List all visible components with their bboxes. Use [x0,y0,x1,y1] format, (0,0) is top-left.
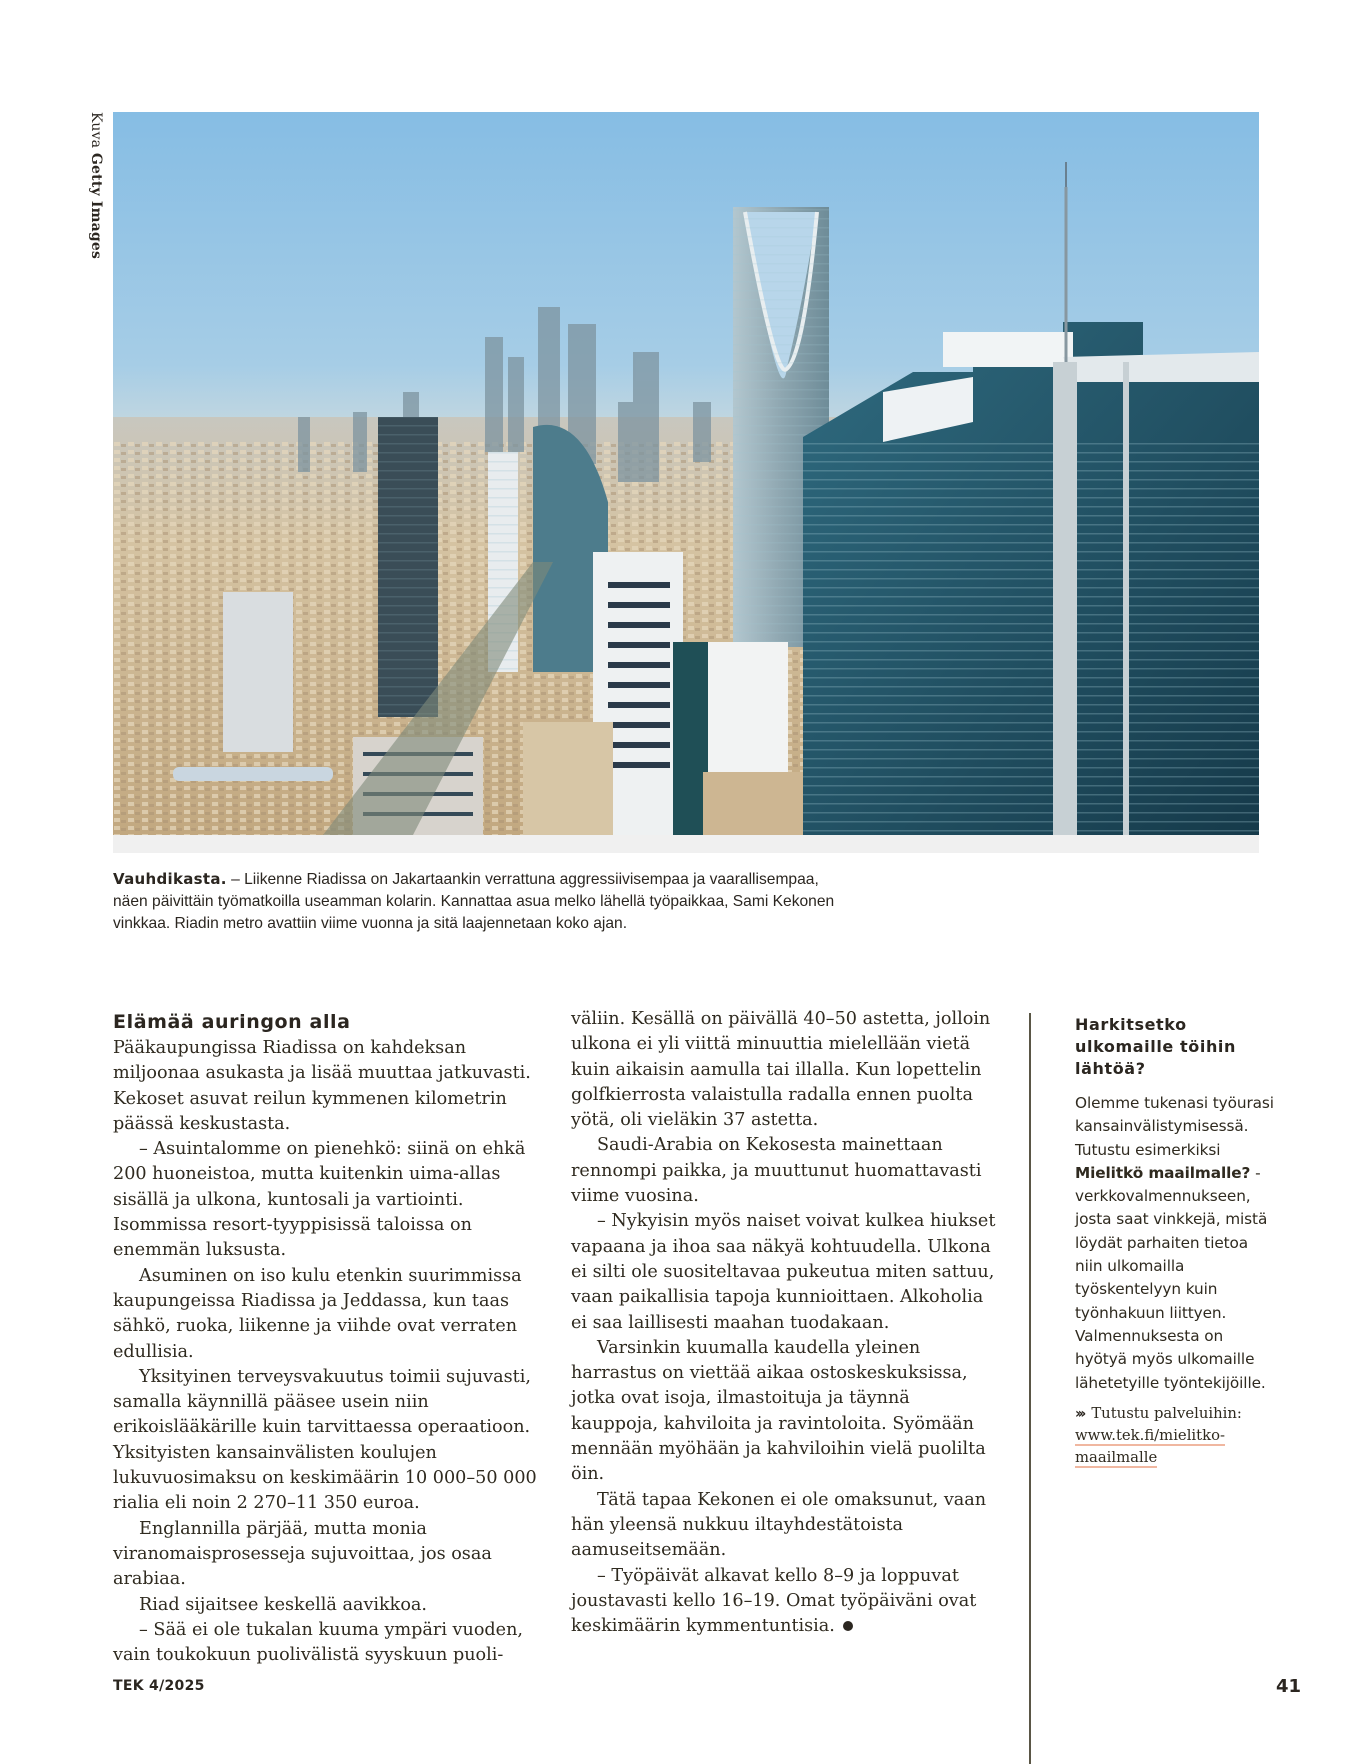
issue-label: TEK 4/2025 [113,1678,205,1694]
sidebar-body-text-2: -verkkovalmennukseen, josta saat vinkkejä, mistä löydät parhaiten tietoa niin ulkomailla työskentelyyn kuin työnhakuun liittyen. Valmennuksesta on hyötyä myös ulkomaille lähetetyille työntekijöille. [1075,1163,1268,1392]
article-paragraph: – Asuintalomme on pienehkö: siinä on ehkä 200 huoneistoa, mutta kuitenkin uima-allas sisällä ja ulkona, kuntosali ja vartiointi. Isommissa resort-tyyppisissä taloissa on enemmän luksusta. [113,1139,526,1261]
article-paragraph: Yksityinen terveysvakuutus toimii sujuvasti, samalla käynnillä pääsee usein niin erikoislääkärille kuin tarvittaessa operaatioon. Yksityisten kansainvälisten koulujen lukuvuosimaksu on keskimäärin 10 000–50 000 rialia eli noin 2 270–11 350 euroa. [113,1366,537,1514]
photo-caption [113,868,853,935]
photo-credit [88,112,104,259]
page-number: 41 [1275,1676,1301,1697]
article-column-2 [571,1007,1001,1639]
article-column-1 [113,1010,543,1668]
photo-frame [113,112,1259,853]
sidebar-link-block [1075,1403,1275,1469]
article-paragraph: Pääkaupungissa Riadissa on kahdeksan miljoonaa asukasta ja lisää muuttaa jatkuvasti. Kekoset asuvat reilun kymmenen kilometrin päässä keskustasta. [113,1038,531,1134]
photo-credit-prefix: Kuva [88,112,104,149]
article-paragraph: – Sää ei ole tukalan kuuma ympäri vuoden, vain toukokuun puolivälistä syyskuun puoli- [113,1619,524,1666]
article-last-text: – Työpäivät alkavat kello 8–9 ja loppuvat joustavasti kello 16–19. Omat työpäiväni ovat keskimäärin kymmentuntisia. [571,1565,977,1637]
sidebar-title: Harkitsetko ulkomaille töihin lähtöä? [1075,1015,1237,1078]
triple-chevron-right-icon: ››› [1075,1405,1084,1422]
sidebar-body-text: Olemme tukenasi työurasi kansainvälistymisessä. Tutustu esimerkiksi [1075,1094,1274,1159]
sidebar-link-url[interactable]: www.tek.fi/mielitko-maailmalle [1075,1426,1225,1466]
sidebar-body [1075,1092,1275,1395]
article-paragraph: Englannilla pärjää, mutta monia viranomaisprosesseja sujuvoittaa, jos osaa arabiaa. [113,1518,492,1590]
article-paragraph: Tätä tapaa Kekonen ei ole omaksunut, vaan hän yleensä nukkuu iltayhdestätoista aamuseitsemään. [571,1489,987,1561]
sidebar-course-name: Mielitkö maailmalle? [1075,1163,1251,1182]
sidebar-link-label: Tutustu palveluihin: [1091,1404,1242,1422]
article-paragraph: – Nykyisin myös naiset voivat kulkea hiukset vapaana ja ihoa saa näkyä kohtuudella. Ulkona ei silti ole suositeltavaa pukeutua miten sattuu, vaan paikallisia tapoja kunnioittaen. Alkoholia ei saa laillisesti maahan tuodakaan. [571,1211,996,1333]
article-paragraph-last [571,1564,1001,1640]
article-paragraph: Asuminen on iso kulu etenkin suurimmissa kaupungeissa Riadissa ja Jeddassa, kun taas sähkö, ruoka, liikenne ja viihde ovat verraten edullisia. [113,1265,522,1362]
article-paragraph: väliin. Kesällä on päivällä 40–50 astetta, jolloin ulkona ei yli viittä minuuttia mielellään vietä kuin aikaisin aamulla tai illalla. Kun lopettelin golfkierrosta valaistulla radalla ennen puolta yötä, oli vieläkin 37 astetta. [571,1009,991,1131]
end-of-article-dot-icon [843,1621,853,1631]
sidebar-divider [1029,1013,1031,1764]
sidebar-box [1075,1014,1275,1469]
section-heading: Elämää auringon alla [113,1011,351,1033]
caption-lead: Vauhdikasta. [113,870,227,888]
caption-text: – Liikenne Riadissa on Jakartaankin verrattuna aggressiivisempaa ja vaarallisempaa, näen päivittäin työmatkoilla useamman kolarin. Kannattaa asua melko lähellä työpaikkaa, Sami Kekonen vinkkaa. Riadin metro avattiin viime vuonna ja sitä laajennetaan koko ajan. [113,871,835,932]
photo-credit-name: Getty Images [88,152,104,260]
article-paragraph: Varsinkin kuumalla kaudella yleinen harrastus on viettää aikaa ostoskeskuksissa, jotka ovat isoja, ilmastoituja ja täynnä kauppoja, kahviloita ja ravintoloita. Syömään mennään myöhään ja kahviloihin vielä puolilta öin. [571,1337,986,1485]
article-paragraph: Riad sijaitsee keskellä aavikkoa. [139,1594,428,1615]
article-paragraph: Saudi-Arabia on Kekosesta mainettaan rennompi paikka, ja muuttunut huomattavasti viime vuosina. [571,1135,982,1207]
riyadh-skyline-photo [113,112,1259,835]
